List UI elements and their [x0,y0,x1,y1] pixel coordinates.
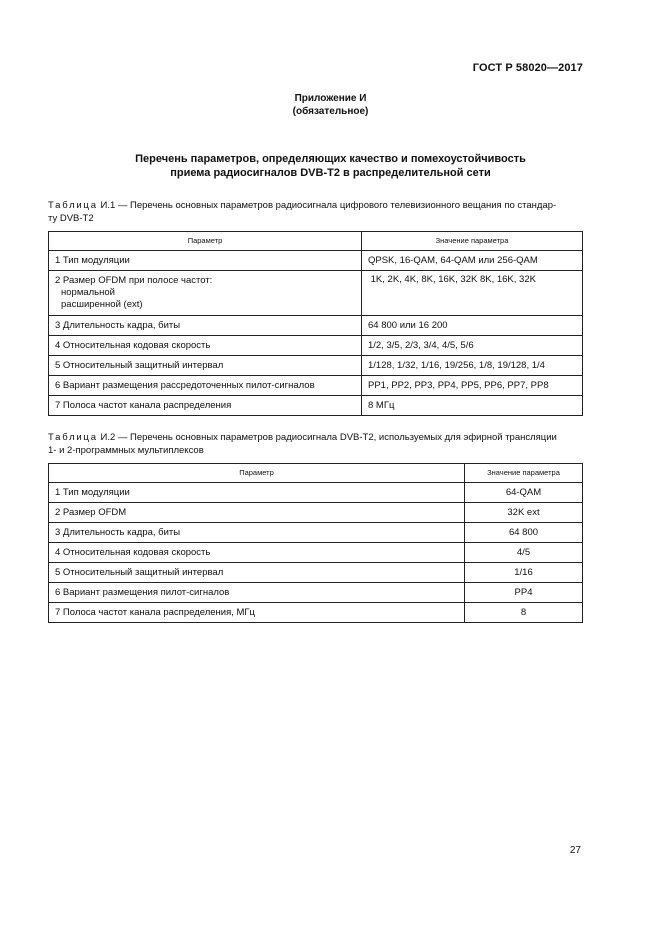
table1-caption-text-2: ту DVB-T2 [48,212,94,224]
table-row [49,316,583,336]
table1-caption [48,200,582,225]
table1-row5-param: 5 Относительный защитный интервал [49,356,362,376]
appendix-status: (обязательное) [292,106,369,117]
table1-row2-param-sub2: расширенной (ext) [61,299,143,310]
table1-row2-param [49,271,362,316]
table1 [48,231,583,416]
table1-row7-value: 8 МГц [362,396,583,416]
table1-row2-param-main: 2 Размер OFDM при полосе частот: [55,275,213,286]
heading-line-2: приема радиосигналов DVB-T2 в распределительной сети [170,167,491,179]
appendix-header [0,92,661,118]
table2-header-value: Значение параметра [465,464,583,483]
table2-row4-param: 4 Относительная кодовая скорость [49,543,465,563]
table1-caption-label: Таблица [48,200,98,211]
table2 [48,463,583,623]
table2-caption-text-2: 1- и 2-программных мультиплексов [48,444,204,456]
table-row [49,251,583,271]
table1-row6-param: 6 Вариант размещения рассредоточенных пилот-сигналов [49,376,362,396]
table-row [49,503,583,523]
heading-line-1: Перечень параметров, определяющих качество и помехоустойчивость [135,153,526,165]
table2-row5-param: 5 Относительный защитный интервал [49,563,465,583]
table1-row1-param: 1 Тип модуляции [49,251,362,271]
table2-caption-label: Таблица [48,432,98,443]
table-row [49,376,583,396]
table1-header-value: Значение параметра [362,232,583,251]
table1-row2-value: 1K, 2K, 4K, 8K, 16K, 32K 8K, 16K, 32K [362,271,583,316]
table2-caption-text: И.2 — Перечень основных параметров радиосигнала DVB-T2, используемых для эфирной трансляции [97,432,557,443]
table1-caption-text: И.1 — Перечень основных параметров радиосигнала цифрового телевизионного вещания по стандар- [97,200,557,211]
table2-row6-param: 6 Вариант размещения пилот-сигналов [49,583,465,603]
table-row [49,603,583,623]
table1-row1-value: QPSK, 16-QAM, 64-QAM или 256-QAM [362,251,583,271]
table2-row1-value: 64-QAM [465,483,583,503]
table2-row7-value: 8 [465,603,583,623]
table2-row7-param: 7 Полоса частот канала распределения, МГц [49,603,465,623]
section-heading [0,152,661,180]
table-row [49,396,583,416]
table2-header-param: Параметр [49,464,465,483]
table1-row4-value: 1/2, 3/5, 2/3, 3/4, 4/5, 5/6 [362,336,583,356]
table-row [49,583,583,603]
table1-header-row [49,232,583,251]
table1-row3-value: 64 800 или 16 200 [362,316,583,336]
table-row [49,336,583,356]
table2-row3-param: 3 Длительность кадра, биты [49,523,465,543]
table-row [49,543,583,563]
document-code: ГОСТ Р 58020—2017 [472,62,583,74]
table1-row6-value: PP1, PP2, PP3, PP4, PP5, PP6, PP7, PP8 [362,376,583,396]
table1-row7-param: 7 Полоса частот канала распределения [49,396,362,416]
table2-row1-param: 1 Тип модуляции [49,483,465,503]
table-row [49,483,583,503]
table1-row2-param-sub1: нормальной [61,287,115,298]
table2-row6-value: PP4 [465,583,583,603]
table1-header-param: Параметр [49,232,362,251]
page-number: 27 [569,845,581,856]
table1-row5-value: 1/128, 1/32, 1/16, 19/256, 1/8, 19/128, 1/4 [362,356,583,376]
table1-row3-param: 3 Длительность кадра, биты [49,316,362,336]
table-row [49,523,583,543]
table-row [49,271,583,316]
table-row [49,563,583,583]
table2-caption [48,432,582,457]
table2-row2-value: 32K ext [465,503,583,523]
table2-row4-value: 4/5 [465,543,583,563]
table2-header-row [49,464,583,483]
table1-row4-param: 4 Относительная кодовая скорость [49,336,362,356]
table-row [49,356,583,376]
appendix-title: Приложение И [294,93,367,104]
table2-row2-param: 2 Размер OFDM [49,503,465,523]
table2-row3-value: 64 800 [465,523,583,543]
table2-row5-value: 1/16 [465,563,583,583]
